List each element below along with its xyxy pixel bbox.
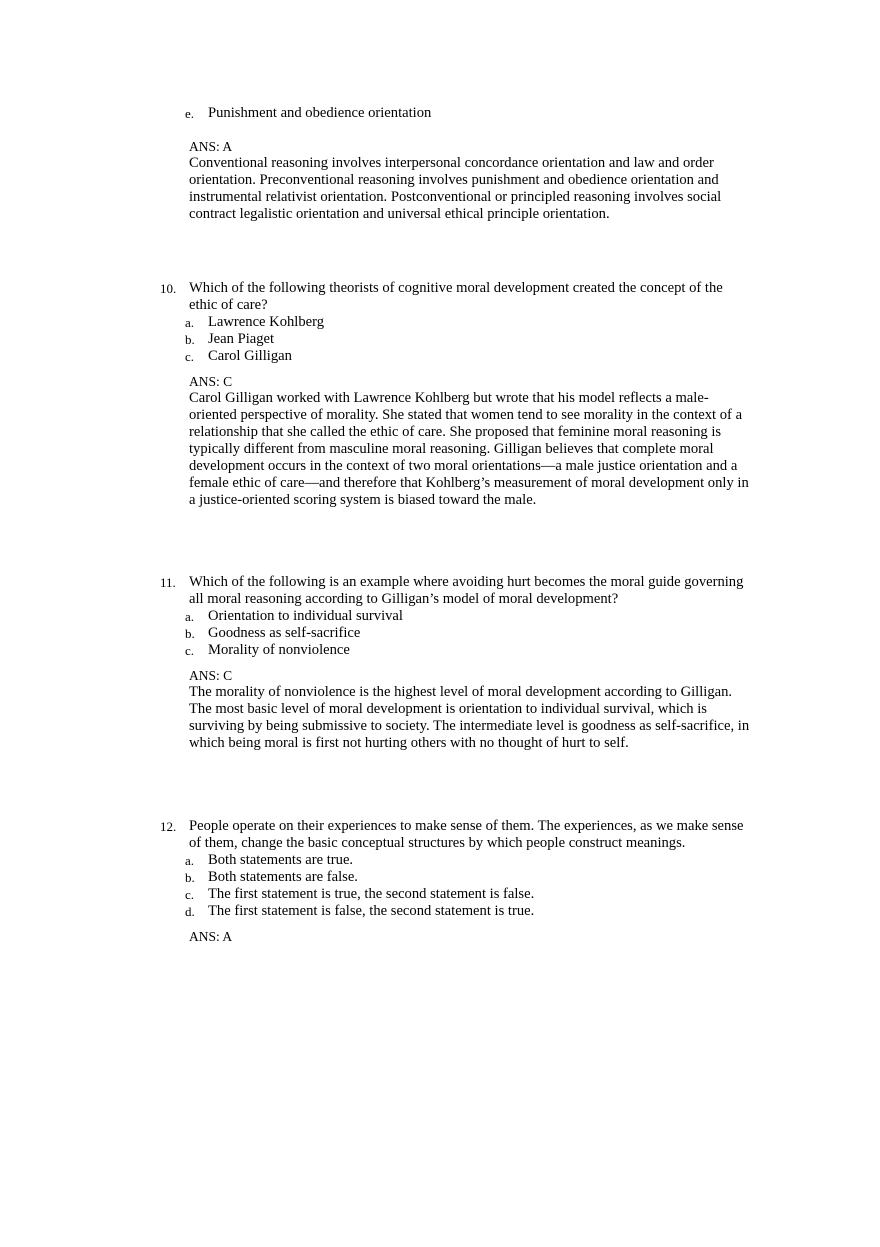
answer-key: ANS: C xyxy=(189,374,233,389)
option-letter: a. xyxy=(185,853,195,868)
option-text: Lawrence Kohlberg xyxy=(208,314,325,330)
option-c xyxy=(0,886,880,903)
option-text: Both statements are false. xyxy=(208,869,358,885)
option-text: The first statement is false, the second statement is true. xyxy=(208,903,535,919)
option-letter: c. xyxy=(185,643,195,658)
option-text: Jean Piaget xyxy=(208,331,275,347)
answer-key: ANS: C xyxy=(189,668,233,683)
option-text: Carol Gilligan xyxy=(208,348,292,364)
answer-key: ANS: A xyxy=(189,929,233,944)
option-text: Both statements are true. xyxy=(208,852,354,868)
option-letter: b. xyxy=(185,626,195,641)
option-b xyxy=(0,331,880,348)
option-a xyxy=(0,852,880,869)
rationale: Conventional reasoning involves interpersonal concordance orientation and law and order orientation. Preconventional reasoning involves punishment and obedience orientation and instrumental relativist orientation. Postconventional or principled reasoning involves social contract legalistic orientation and universal ethical principle orientation. xyxy=(189,155,722,222)
rationale: Carol Gilligan worked with Lawrence Kohlberg but wrote that his model reflects a male-oriented perspective of morality. She stated that women tend to see morality in the context of a relationship that she called the ethic of care. She proposed that feminine moral reasoning is typically different from masculine moral reasoning. Gilligan believes that complete moral development occurs in the context of two moral orientations—a male justice orientation and a female ethic of care—and therefore that Kohlberg’s measurement of moral development only in a justice-oriented scoring system is biased toward the male. xyxy=(189,390,749,508)
option-letter: d. xyxy=(185,904,195,919)
option-text: The first statement is true, the second statement is false. xyxy=(208,886,535,902)
answer-key: ANS: A xyxy=(189,139,233,154)
option-letter: b. xyxy=(185,332,195,347)
question-number: 12. xyxy=(160,819,177,834)
question-stem: Which of the following is an example where avoiding hurt becomes the moral guide governing all moral reasoning according to Gilligan’s model of moral development? xyxy=(189,574,744,607)
question-9-continuation xyxy=(0,105,880,223)
option-c xyxy=(0,348,880,365)
option-a xyxy=(0,608,880,625)
question-number: 10. xyxy=(160,281,177,296)
option-letter: e. xyxy=(185,106,195,121)
option-letter: c. xyxy=(185,349,195,364)
option-letter: a. xyxy=(185,315,195,330)
option-text: Punishment and obedience orientation xyxy=(208,105,432,121)
rationale: The morality of nonviolence is the highest level of moral development according to Gilligan. The most basic level of moral development is orientation to individual survival, which is surviving by being submissive to society. The intermediate level is goodness as self-sacrifice, in which being moral is first not hurting others with no thought of hurt to self. xyxy=(189,684,750,751)
question-stem: Which of the following theorists of cognitive moral development created the concept of the ethic of care? xyxy=(189,280,723,313)
option-c xyxy=(0,642,880,659)
option-d xyxy=(0,903,880,920)
option-text: Morality of nonviolence xyxy=(208,642,350,658)
option-b xyxy=(0,625,880,642)
question-stem: People operate on their experiences to make sense of them. The experiences, as we make sense of them, change the basic conceptual structures by which people construct meanings. xyxy=(189,818,744,851)
option-letter: a. xyxy=(185,609,195,624)
question-10 xyxy=(0,280,880,509)
option-text: Goodness as self-sacrifice xyxy=(208,625,361,641)
option-letter: c. xyxy=(185,887,195,902)
option-text: Orientation to individual survival xyxy=(208,608,403,624)
option-e xyxy=(0,105,880,122)
option-letter: b. xyxy=(185,870,195,885)
question-11 xyxy=(0,574,880,752)
question-number: 11. xyxy=(160,575,176,590)
option-a xyxy=(0,314,880,331)
option-b xyxy=(0,869,880,886)
question-12 xyxy=(0,818,880,945)
